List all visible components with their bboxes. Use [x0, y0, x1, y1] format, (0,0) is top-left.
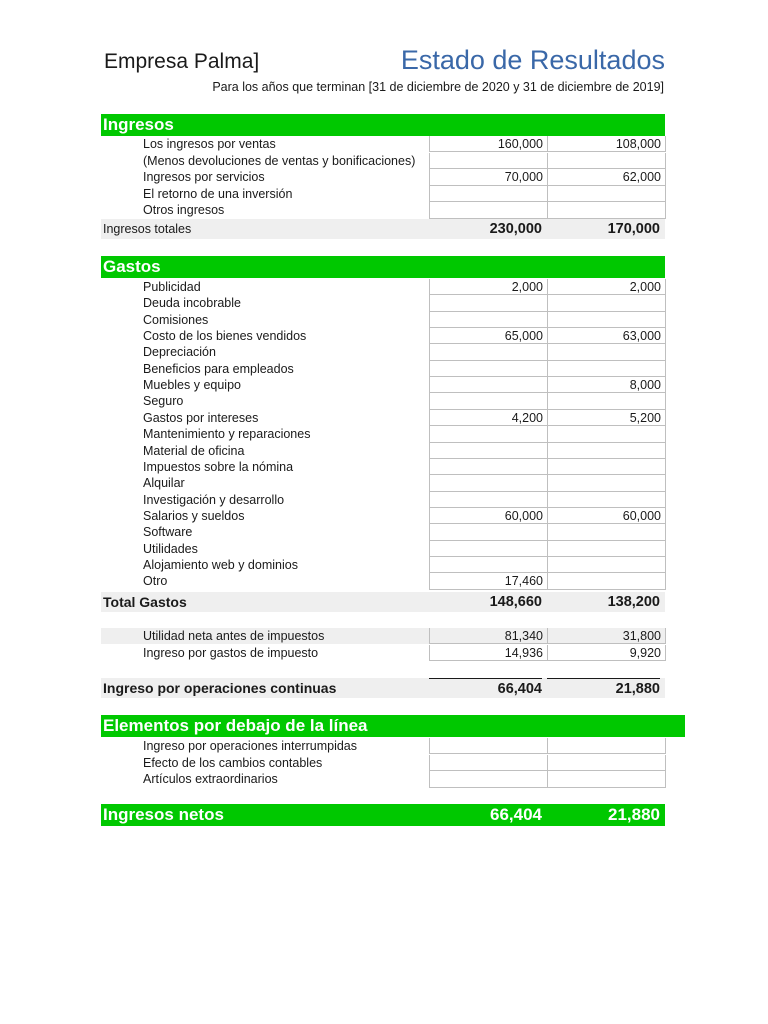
line-item-row — [101, 377, 665, 393]
value-2019-cell[interactable] — [547, 492, 666, 508]
value-2019-cell[interactable] — [547, 295, 666, 311]
value-2020-cell[interactable]: 81,340 — [429, 628, 548, 644]
row-label: Otros ingresos — [143, 203, 225, 218]
value-2020-cell[interactable]: 2,000 — [429, 279, 548, 295]
value-2019-cell[interactable] — [547, 738, 666, 754]
value-2019-cell[interactable] — [547, 344, 666, 360]
row-label: (Menos devoluciones de ventas y bonificaciones) — [143, 153, 416, 168]
line-item-row — [101, 153, 665, 169]
row-label: Seguro — [143, 394, 184, 409]
value-2020-cell[interactable] — [429, 771, 548, 787]
row-label: Ingreso por operaciones continuas — [103, 680, 337, 696]
value-2019-cell[interactable] — [547, 541, 666, 557]
row-label: Ingresos por servicios — [143, 170, 265, 185]
section-debajo-heading: Elementos por debajo de la línea — [101, 715, 685, 737]
value-2020-cell[interactable] — [429, 312, 548, 328]
row-label: Software — [143, 525, 193, 540]
value-2019-cell[interactable] — [547, 557, 666, 573]
row-label: Comisiones — [143, 312, 209, 327]
value-2020-cell[interactable]: 160,000 — [429, 136, 548, 152]
line-item-row — [101, 443, 665, 459]
section-gastos-heading: Gastos — [101, 256, 665, 278]
line-item-row — [101, 524, 665, 540]
value-2019-cell[interactable] — [547, 393, 666, 409]
line-item-row — [101, 755, 665, 771]
line-item-row — [101, 508, 665, 524]
value-2019-cell[interactable] — [547, 443, 666, 459]
operaciones-continuas-row — [101, 678, 665, 698]
line-item-row — [101, 738, 665, 754]
row-label: Los ingresos por ventas — [143, 137, 276, 151]
line-item-row — [101, 628, 665, 644]
value-2020-cell[interactable]: 60,000 — [429, 508, 548, 524]
value-2020: 66,404 — [490, 805, 542, 824]
value-2020-cell[interactable] — [429, 475, 548, 491]
value-2020-cell[interactable] — [429, 361, 548, 377]
row-label: Ingresos totales — [103, 222, 192, 236]
value-2020-cell[interactable] — [429, 738, 548, 754]
line-item-row — [101, 136, 665, 152]
value-2020: 66,404 — [429, 678, 542, 699]
value-2020-cell[interactable] — [429, 459, 548, 475]
value-2019-cell[interactable] — [547, 771, 666, 787]
value-2019-cell[interactable]: 60,000 — [547, 508, 666, 524]
value-2020-cell[interactable] — [429, 426, 548, 442]
value-2019-cell[interactable]: 8,000 — [547, 377, 666, 393]
page-title: Estado de Resultados — [400, 45, 665, 75]
row-label: Deuda incobrable — [143, 296, 241, 311]
value-2019-cell[interactable] — [547, 426, 666, 442]
ingresos-netos-row — [101, 804, 665, 826]
value-2020-cell[interactable] — [429, 186, 548, 202]
value-2019-cell[interactable] — [547, 475, 666, 491]
line-item-row — [101, 426, 665, 442]
value-2019-cell[interactable] — [547, 186, 666, 202]
value-2019-cell[interactable] — [547, 312, 666, 328]
value-2019-cell[interactable] — [547, 459, 666, 475]
row-label: El retorno de una inversión — [143, 186, 293, 201]
line-item-row — [101, 645, 665, 661]
line-item-row — [101, 344, 665, 360]
value-2019-cell[interactable]: 5,200 — [547, 410, 666, 426]
row-label: Ingresos netos — [103, 805, 224, 824]
value-2019-cell[interactable]: 62,000 — [547, 169, 666, 185]
value-2019-cell[interactable]: 2,000 — [547, 279, 666, 295]
value-2020-cell[interactable] — [429, 377, 548, 393]
value-2020-cell[interactable] — [429, 295, 548, 311]
row-label: Material de oficina — [143, 443, 245, 458]
line-item-row — [101, 328, 665, 344]
value-2020-cell[interactable] — [429, 153, 548, 169]
row-label: Impuestos sobre la nómina — [143, 459, 294, 474]
value-2019: 170,000 — [607, 221, 660, 237]
row-label: Muebles y equipo — [143, 378, 241, 393]
line-item-row — [101, 279, 665, 295]
line-item-row — [101, 169, 665, 185]
row-label: Alquilar — [143, 476, 185, 491]
row-label: Costo de los bienes vendidos — [143, 329, 307, 344]
value-2019-cell[interactable]: 31,800 — [547, 628, 666, 644]
value-2020-cell[interactable] — [429, 492, 548, 508]
row-label: Investigación y desarrollo — [143, 492, 285, 507]
value-2019-cell[interactable] — [547, 524, 666, 540]
value-2019-cell[interactable] — [547, 202, 666, 218]
value-2019: 21,880 — [608, 805, 660, 824]
line-item-row — [101, 410, 665, 426]
value-2020-cell[interactable]: 70,000 — [429, 169, 548, 185]
row-label: Ingreso por operaciones interrumpidas — [143, 739, 358, 753]
value-2020-cell[interactable] — [429, 443, 548, 459]
row-label: Publicidad — [143, 280, 201, 294]
value-2019-cell[interactable] — [547, 755, 666, 771]
line-item-row — [101, 361, 665, 377]
row-label: Otro — [143, 574, 168, 589]
value-2019-cell[interactable] — [547, 573, 666, 589]
line-item-row — [101, 475, 665, 491]
value-2020-cell[interactable] — [429, 202, 548, 218]
row-label: Total Gastos — [103, 594, 187, 610]
value-2020-cell[interactable]: 17,460 — [429, 573, 548, 589]
row-label: Gastos por intereses — [143, 410, 259, 425]
value-2020-cell[interactable] — [429, 393, 548, 409]
line-item-row — [101, 186, 665, 202]
line-item-row — [101, 541, 665, 557]
value-2020-cell[interactable]: 65,000 — [429, 328, 548, 344]
row-label: Mantenimiento y reparaciones — [143, 427, 311, 442]
value-2019-cell[interactable] — [547, 153, 666, 169]
line-item-row — [101, 312, 665, 328]
value-2019-cell[interactable]: 63,000 — [547, 328, 666, 344]
company-name: Empresa Palma] — [104, 50, 260, 73]
line-item-row — [101, 459, 665, 475]
value-2019: 21,880 — [547, 678, 660, 699]
line-item-row — [101, 295, 665, 311]
line-item-row — [101, 573, 665, 589]
value-2020-cell[interactable]: 4,200 — [429, 410, 548, 426]
gastos-total-row — [101, 592, 665, 612]
row-label: Utilidades — [143, 541, 198, 556]
value-2019-cell[interactable]: 108,000 — [547, 136, 666, 152]
row-label: Alojamiento web y dominios — [143, 557, 298, 572]
line-item-row — [101, 557, 665, 573]
value-2020-cell[interactable] — [429, 557, 548, 573]
value-2020-cell[interactable] — [429, 344, 548, 360]
line-item-row — [101, 492, 665, 508]
row-label: Artículos extraordinarios — [143, 772, 278, 787]
row-label: Depreciación — [143, 345, 216, 360]
value-2020: 148,660 — [489, 594, 542, 610]
line-item-row — [101, 393, 665, 409]
value-2020-cell[interactable]: 14,936 — [429, 645, 548, 661]
row-label: Beneficios para empleados — [143, 361, 294, 376]
row-label: Utilidad neta antes de impuestos — [143, 629, 325, 643]
value-2020: 230,000 — [489, 221, 542, 237]
value-2020-cell[interactable] — [429, 524, 548, 540]
period-subtitle: Para los años que terminan [31 de diciembre de 2020 y 31 de diciembre de 2019] — [212, 80, 664, 94]
value-2019-cell[interactable] — [547, 361, 666, 377]
line-item-row — [101, 202, 665, 218]
line-item-row — [101, 771, 665, 787]
value-2019-cell[interactable]: 9,920 — [547, 645, 666, 661]
row-label: Efecto de los cambios contables — [143, 755, 323, 770]
row-label: Salarios y sueldos — [143, 508, 245, 523]
row-label: Ingreso por gastos de impuesto — [143, 645, 319, 660]
ingresos-total-row — [101, 219, 665, 239]
value-2020-cell[interactable] — [429, 755, 548, 771]
section-ingresos-heading: Ingresos — [101, 114, 665, 136]
value-2019: 138,200 — [607, 594, 660, 610]
value-2020-cell[interactable] — [429, 541, 548, 557]
